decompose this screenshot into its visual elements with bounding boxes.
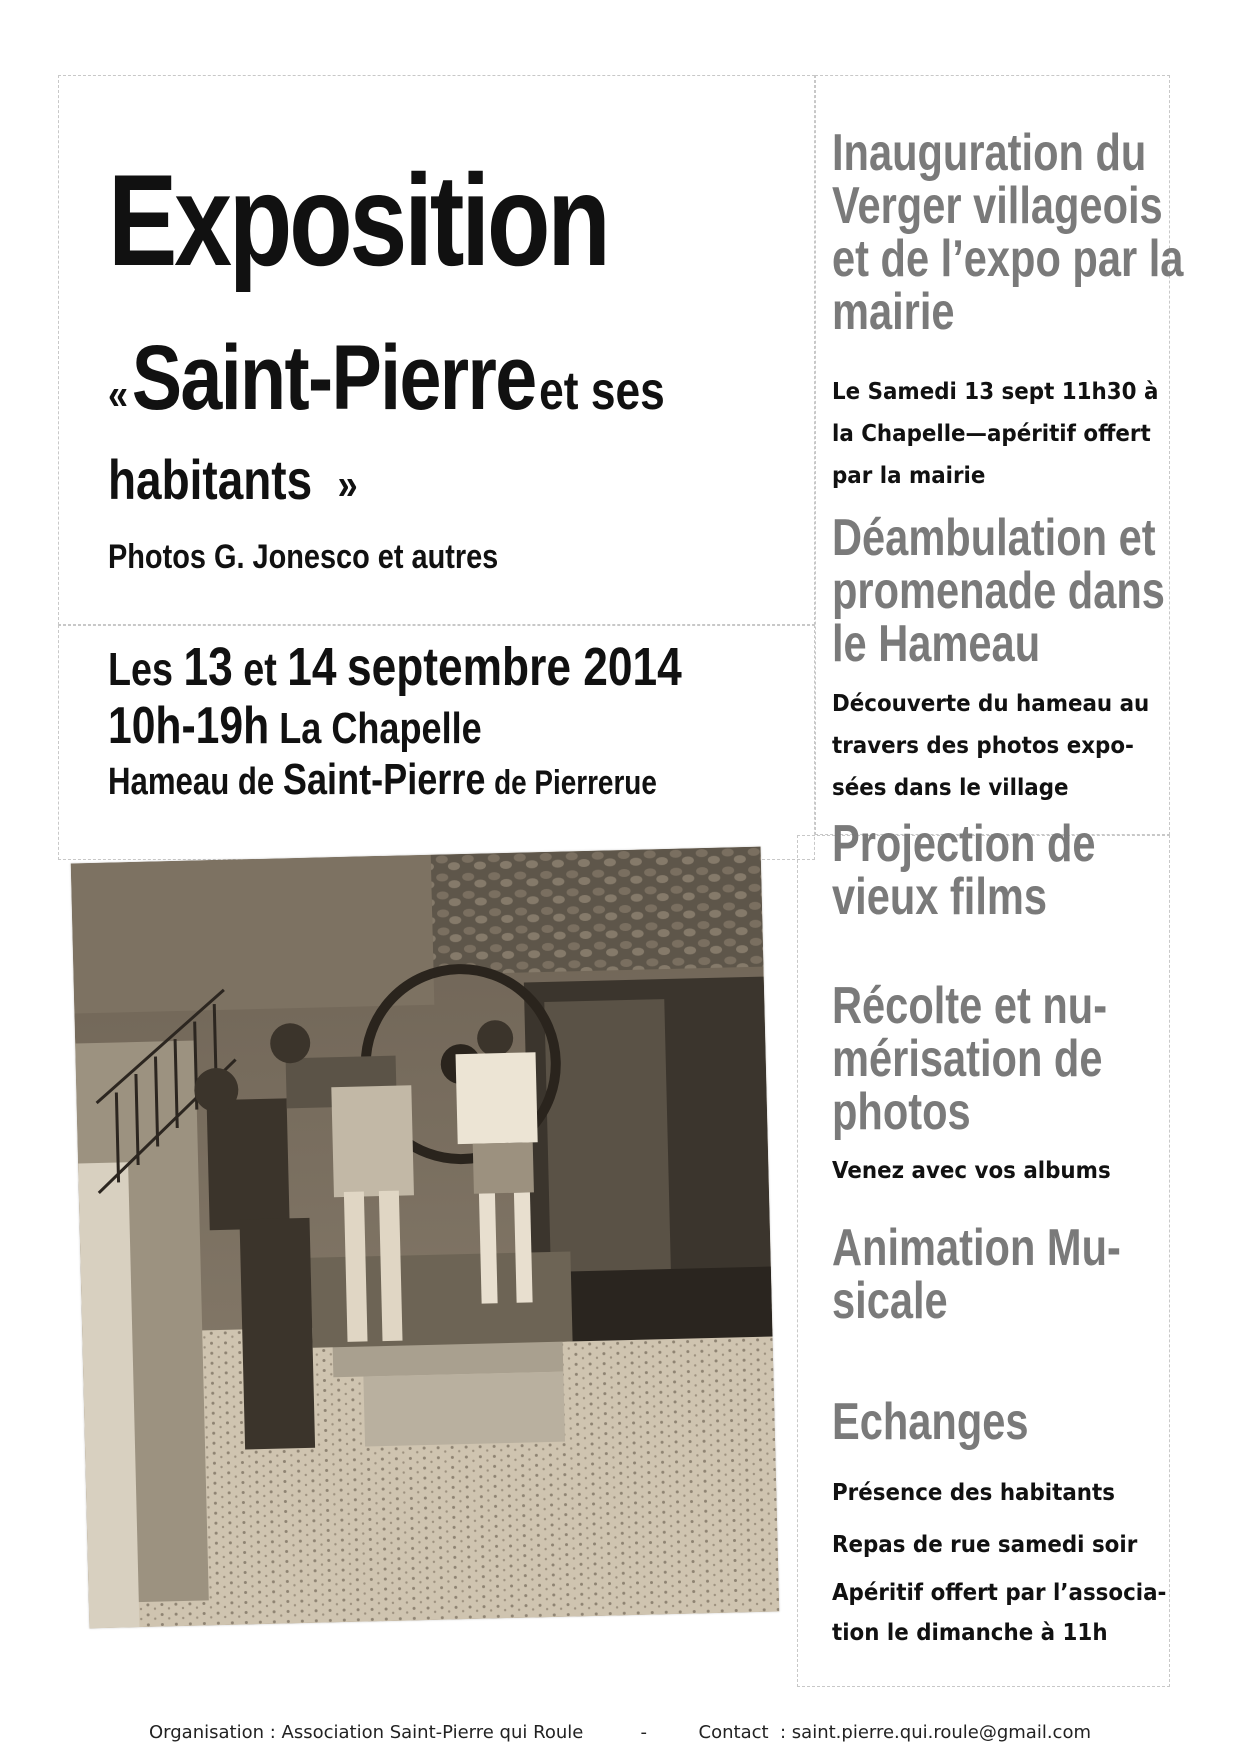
heading-line: promenade dans xyxy=(832,562,1165,620)
program-heading-deambulation xyxy=(832,509,1165,673)
detail-line: travers des photos expo- xyxy=(832,733,1134,759)
detail-line: Apéritif offert par l’associa- xyxy=(832,1580,1167,1606)
heading-line: et de l’expo par la xyxy=(832,230,1184,288)
heading-line: Récolte et nu- xyxy=(832,977,1108,1035)
historic-photo-illustration xyxy=(71,847,779,1629)
date-day1: 13 xyxy=(183,637,233,697)
detail-line: sées dans le village xyxy=(832,775,1069,801)
heading-line: Verger villageois xyxy=(832,177,1163,235)
footer-separator: - xyxy=(640,1722,648,1743)
detail-line: Découverte du hameau au xyxy=(832,691,1150,717)
heading-line: vieux films xyxy=(832,868,1048,926)
heading-line: Déambulation et xyxy=(832,509,1156,567)
heading-line: sicale xyxy=(832,1272,948,1330)
location-village: Saint-Pierre xyxy=(282,755,486,804)
heading-line: le Hameau xyxy=(832,615,1041,673)
title-et-ses: et ses xyxy=(539,361,665,421)
title-habitants: habitants xyxy=(108,448,313,511)
location-hameau: Hameau de xyxy=(108,761,275,803)
title-habitants-line xyxy=(108,448,358,511)
program-heading-animation xyxy=(832,1219,1121,1330)
heading-line: Projection de xyxy=(832,815,1096,873)
heading-line: mérisation de xyxy=(832,1030,1103,1088)
detail-line: par la mairie xyxy=(832,463,986,489)
date-day2: 14 xyxy=(287,637,337,697)
detail-line: tion le dimanche à 11h xyxy=(832,1620,1108,1646)
program-heading-echanges xyxy=(832,1393,1029,1451)
venue: La Chapelle xyxy=(279,704,482,753)
detail-line: Repas de rue samedi soir xyxy=(832,1532,1138,1558)
poster-title: Exposition xyxy=(108,147,608,293)
footer xyxy=(0,1722,1240,1743)
date-et: et xyxy=(243,643,277,695)
detail-line: Présence des habitants xyxy=(832,1480,1115,1506)
footer-organisation: Organisation : Association Saint-Pierre qui Roule xyxy=(149,1722,584,1743)
heading-line: mairie xyxy=(832,283,955,341)
detail-line: la Chapelle—apéritif offert xyxy=(832,421,1151,447)
heading-line: photos xyxy=(832,1083,971,1141)
title-village-name: Saint-Pierre xyxy=(131,327,536,429)
program-heading-recolte xyxy=(832,977,1108,1141)
quote-open: « xyxy=(108,370,129,419)
historic-photo xyxy=(71,847,779,1629)
program-details-inauguration xyxy=(832,371,1158,497)
program-details-echanges xyxy=(832,1467,1137,1571)
heading-line: Animation Mu- xyxy=(832,1219,1121,1277)
footer-contact: Contact : saint.pierre.qui.roule@gmail.com xyxy=(698,1722,1091,1743)
opening-hours: 10h-19h xyxy=(108,697,270,755)
program-details-echanges-aperitif xyxy=(832,1573,1166,1653)
date-line xyxy=(108,637,682,697)
location-commune: de Pierrerue xyxy=(494,764,657,802)
date-les: Les xyxy=(108,643,173,695)
location-line xyxy=(108,755,657,804)
detail-line: Le Samedi 13 sept 11h30 à xyxy=(832,379,1159,405)
quote-close: » xyxy=(337,460,358,509)
program-details-recolte xyxy=(832,1150,1111,1192)
photo-credit: Photos G. Jonesco et autres xyxy=(108,538,499,576)
program-heading-projection xyxy=(832,815,1096,926)
detail-line: Venez avec vos albums xyxy=(832,1158,1111,1184)
program-details-deambulation xyxy=(832,683,1149,809)
program-heading-inauguration xyxy=(832,124,1184,341)
title-subject-line xyxy=(108,327,665,429)
hours-line xyxy=(108,697,482,755)
heading-line: Echanges xyxy=(832,1393,1029,1451)
heading-line: Inauguration du xyxy=(832,124,1147,182)
date-month-year: septembre 2014 xyxy=(346,637,682,697)
